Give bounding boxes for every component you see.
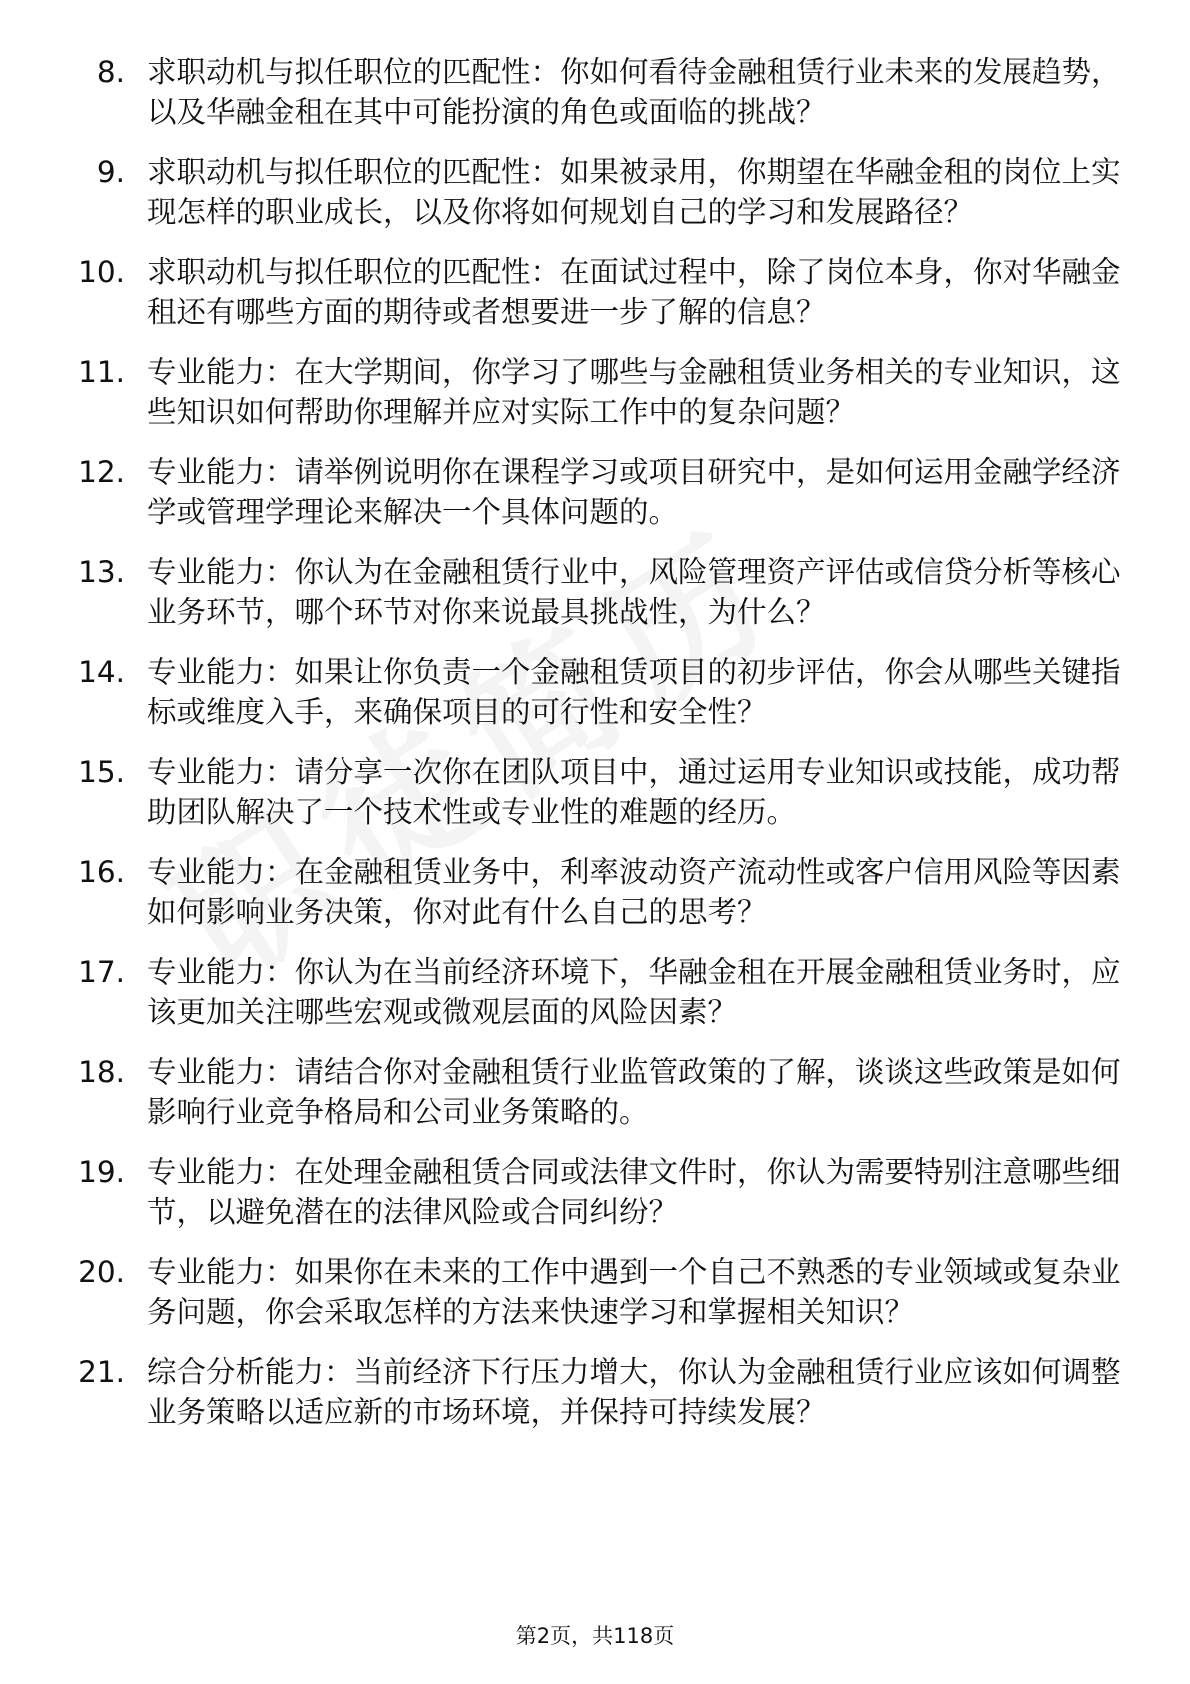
question-item xyxy=(60,452,1140,532)
question-number: 9. xyxy=(96,155,125,189)
question-number: 14. xyxy=(78,655,125,689)
question-item xyxy=(60,552,1140,632)
question-number: 18. xyxy=(78,1055,125,1089)
question-item xyxy=(60,652,1140,732)
question-item xyxy=(60,1252,1140,1332)
question-number: 16. xyxy=(78,855,125,889)
question-number: 17. xyxy=(78,955,125,989)
question-item xyxy=(60,752,1140,832)
question-number: 13. xyxy=(78,555,125,589)
question-number: 12. xyxy=(78,455,125,489)
question-item xyxy=(60,1052,1140,1132)
question-text: 专业能力：你认为在当前经济环境下，华融金租在开展金融租赁业务时，应该更加关注哪些宏观或微观层面的风险因素？ xyxy=(147,955,1121,1029)
question-text: 专业能力：请结合你对金融租赁行业监管政策的了解，谈谈这些政策是如何影响行业竞争格局和公司业务策略的。 xyxy=(147,1055,1121,1129)
question-text: 专业能力：如果让你负责一个金融租赁项目的初步评估，你会从哪些关键指标或维度入手，来确保项目的可行性和安全性？ xyxy=(147,655,1121,729)
question-item xyxy=(60,52,1140,132)
question-list xyxy=(60,52,1140,1452)
question-text: 专业能力：请举例说明你在课程学习或项目研究中，是如何运用金融学经济学或管理学理论来解决一个具体问题的。 xyxy=(147,455,1121,529)
question-item xyxy=(60,152,1140,232)
question-text: 专业能力：请分享一次你在团队项目中，通过运用专业知识或技能，成功帮助团队解决了一个技术性或专业性的难题的经历。 xyxy=(147,755,1121,829)
question-number: 21. xyxy=(78,1355,125,1389)
page-footer xyxy=(0,1620,1190,1650)
question-text: 专业能力：在处理金融租赁合同或法律文件时，你认为需要特别注意哪些细节，以避免潜在的法律风险或合同纠纷？ xyxy=(147,1155,1121,1229)
question-text: 专业能力：你认为在金融租赁行业中，风险管理资产评估或信贷分析等核心业务环节，哪个环节对你来说最具挑战性，为什么？ xyxy=(147,555,1121,629)
page-number-label: 第2页，共118页 xyxy=(515,1624,675,1648)
question-item xyxy=(60,952,1140,1032)
question-text: 求职动机与拟任职位的匹配性：如果被录用，你期望在华融金租的岗位上实现怎样的职业成长，以及你将如何规划自己的学习和发展路径？ xyxy=(147,155,1121,229)
question-number: 8. xyxy=(96,55,125,89)
question-text: 专业能力：在大学期间，你学习了哪些与金融租赁业务相关的专业知识，这些知识如何帮助你理解并应对实际工作中的复杂问题？ xyxy=(147,355,1121,429)
question-number: 19. xyxy=(78,1155,125,1189)
question-number: 11. xyxy=(78,355,125,389)
question-text: 专业能力：在金融租赁业务中，利率波动资产流动性或客户信用风险等因素如何影响业务决策，你对此有什么自己的思考？ xyxy=(147,855,1121,929)
question-item xyxy=(60,352,1140,432)
question-item xyxy=(60,1152,1140,1232)
question-item xyxy=(60,852,1140,932)
question-number: 20. xyxy=(78,1255,125,1289)
question-item xyxy=(60,252,1140,332)
question-text: 求职动机与拟任职位的匹配性：在面试过程中，除了岗位本身，你对华融金租还有哪些方面的期待或者想要进一步了解的信息？ xyxy=(147,255,1121,329)
question-number: 10. xyxy=(78,255,125,289)
question-item xyxy=(60,1352,1140,1432)
question-text: 综合分析能力：当前经济下行压力增大，你认为金融租赁行业应该如何调整业务策略以适应新的市场环境，并保持可持续发展？ xyxy=(147,1355,1121,1429)
question-text: 求职动机与拟任职位的匹配性：你如何看待金融租赁行业未来的发展趋势，以及华融金租在其中可能扮演的角色或面临的挑战？ xyxy=(147,55,1121,129)
question-text: 专业能力：如果你在未来的工作中遇到一个自己不熟悉的专业领域或复杂业务问题，你会采取怎样的方法来快速学习和掌握相关知识？ xyxy=(147,1255,1121,1329)
question-number: 15. xyxy=(78,755,125,789)
